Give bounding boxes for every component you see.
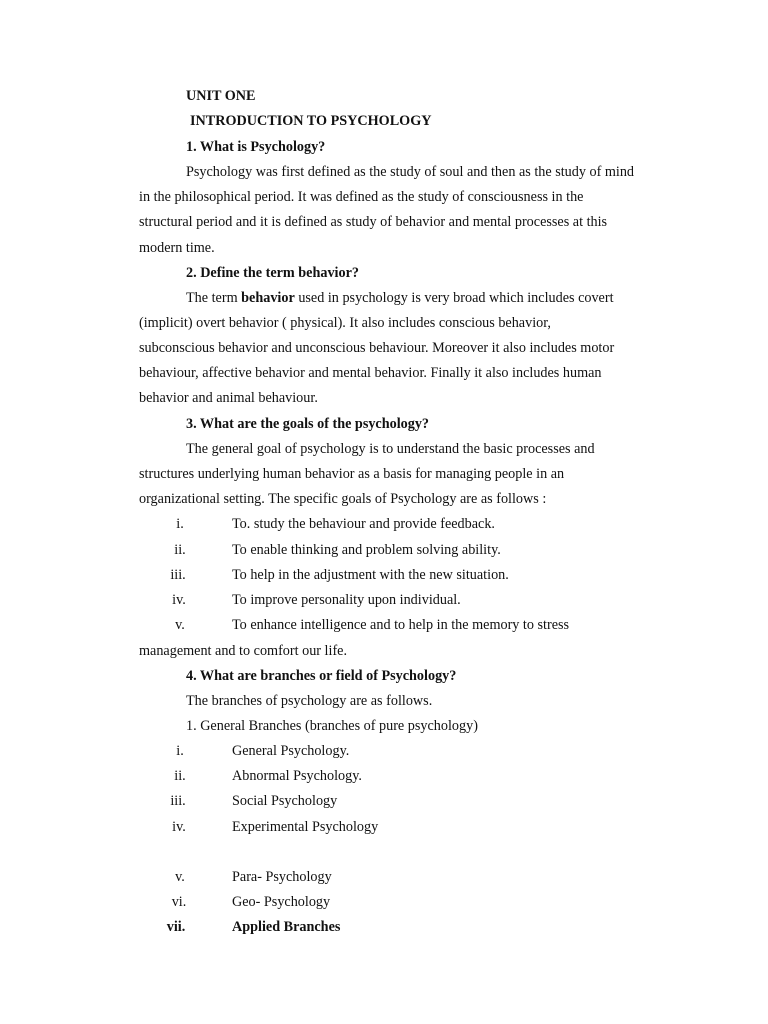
list-item-text: To help in the adjustment with the new situation. xyxy=(232,567,509,583)
q1-line-4: modern time. xyxy=(139,240,215,256)
q4-intro: The branches of psychology are as follows. xyxy=(186,693,433,709)
q4-heading: 4. What are branches or field of Psychology? xyxy=(186,668,457,684)
q3-line-3: organizational setting. The specific goals of Psychology are as follows : xyxy=(139,491,547,507)
chapter-title: INTRODUCTION TO PSYCHOLOGY xyxy=(190,113,432,129)
q2-line-3: subconscious behavior and unconscious behaviour. Moreover it also includes motor xyxy=(139,340,615,356)
list-item-number: ii. xyxy=(174,542,186,558)
list-item-number: v. xyxy=(175,617,185,633)
list-item-number: iii. xyxy=(170,793,186,809)
list-item-number: iii. xyxy=(170,567,186,583)
list-item-number: vi. xyxy=(171,894,187,910)
q1-line-2: in the philosophical period. It was defined as the study of consciousness in the xyxy=(139,189,584,205)
unit-title: UNIT ONE xyxy=(186,88,256,104)
list-item-text: To. study the behaviour and provide feedback. xyxy=(232,516,495,532)
q1-heading: 1. What is Psychology? xyxy=(186,139,326,155)
list-item-text: To enhance intelligence and to help in the memory to stress xyxy=(232,617,570,633)
q2-line-1-pre: The term xyxy=(186,290,242,306)
list-item-text: To improve personality upon individual. xyxy=(232,592,461,608)
list-item-text: Applied Branches xyxy=(232,919,341,935)
list-item-number: v. xyxy=(175,869,185,885)
q3-line-1: The general goal of psychology is to understand the basic processes and xyxy=(186,441,595,457)
q1-line-3: structural period and it is defined as study of behavior and mental processes at this xyxy=(139,214,608,230)
list-item-number: vii. xyxy=(166,919,186,935)
q2-line-2: (implicit) overt behavior ( physical). It also includes conscious behavior, xyxy=(139,315,551,331)
list-item-number: iv. xyxy=(172,592,186,608)
q3-heading: 3. What are the goals of the psychology? xyxy=(186,416,430,432)
list-item-text: To enable thinking and problem solving ability. xyxy=(232,542,501,558)
list-item-text: Geo- Psychology xyxy=(232,894,331,910)
q2-line-5: behavior and animal behaviour. xyxy=(139,390,318,406)
list-item-text: Para- Psychology xyxy=(232,869,332,885)
list-item-number: ii. xyxy=(174,768,186,784)
q2-term-behavior: behavior xyxy=(241,290,295,306)
list-item-text: General Psychology. xyxy=(232,743,350,759)
q3-line-2: structures underlying human behavior as a basis for managing people in an xyxy=(139,466,565,482)
list-item-text: Experimental Psychology xyxy=(232,819,379,835)
list-item-number: i. xyxy=(176,743,184,759)
list-item-text: Abnormal Psychology. xyxy=(232,768,362,784)
list-item-number: i. xyxy=(176,516,184,532)
list-item-text: Social Psychology xyxy=(232,793,338,809)
q2-line-4: behaviour, affective behavior and mental behavior. Finally it also includes human xyxy=(139,365,602,381)
q2-line-1 xyxy=(186,289,614,307)
q2-heading: 2. Define the term behavior? xyxy=(186,265,359,281)
q4-subheading: 1. General Branches (branches of pure psychology) xyxy=(186,718,478,734)
q3-continuation: management and to comfort our life. xyxy=(139,643,348,659)
q2-line-1-post: used in psychology is very broad which includes covert xyxy=(294,290,614,306)
list-item-number: iv. xyxy=(172,819,186,835)
q1-line-1: Psychology was first defined as the study of soul and then as the study of mind xyxy=(186,164,635,180)
